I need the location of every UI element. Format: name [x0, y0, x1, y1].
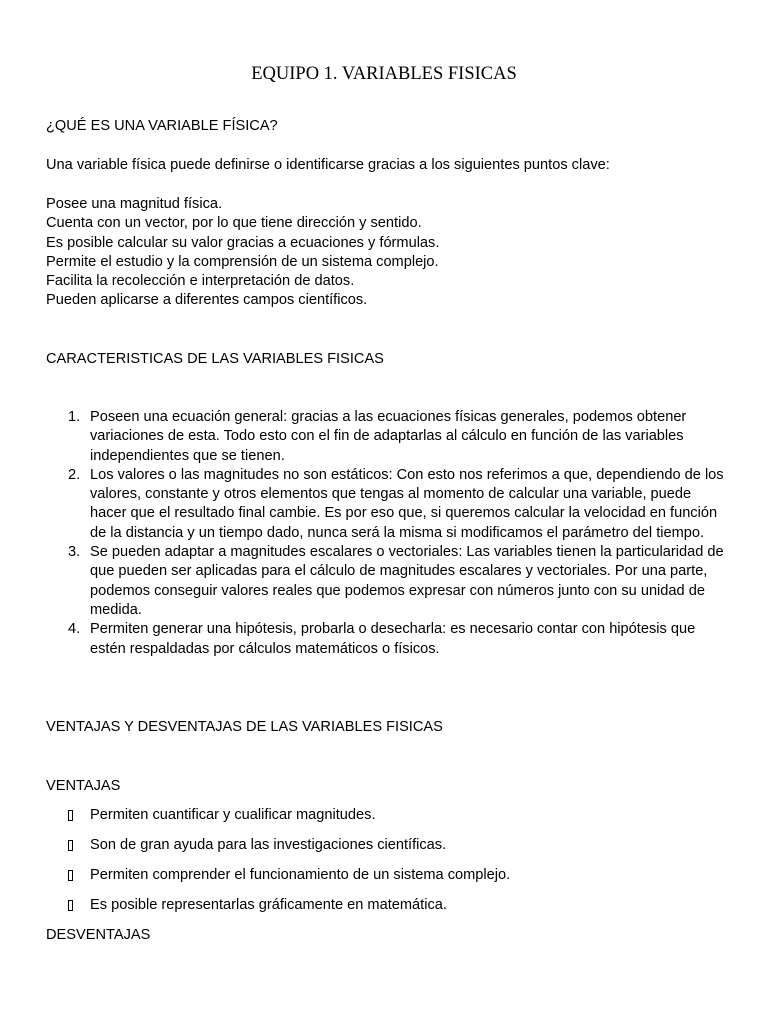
advantage-item: [0, 836, 730, 866]
item-text: Poseen una ecuación general: gracias a las ecuaciones físicas generales, podemos obtener variaciones de esta. Todo esto con el fin de adaptarlas al cálculo en función de las variables independientes que se tienen.: [90, 409, 687, 464]
bullet-box-icon: [68, 900, 73, 911]
disadvantages-heading: DESVENTAJAS: [46, 927, 151, 943]
key-point: Permite el estudio y la comprensión de un sistema complejo.: [46, 253, 439, 270]
key-point: Posee una magnitud física.: [46, 196, 223, 212]
item-number: 1.: [68, 409, 81, 425]
document-title: EQUIPO 1. VARIABLES FISICAS: [251, 64, 517, 84]
advantage-item: [0, 866, 730, 896]
characteristics-list: [0, 408, 730, 659]
key-point: Pueden aplicarse a diferentes campos científicos.: [46, 292, 368, 309]
item-text: Los valores o las magnitudes no son estáticos: Con esto nos referimos a que, dependiendo de los valores, constante y otros elementos que tengas al momento de calcular una variable, puede hacer que el resultado final cambie. Es por eso que, si queremos calcular la velocidad en función de la distancia y un tiempo dado, nunca será la misma si modificamos el parámetro del tiempo.: [90, 466, 724, 541]
key-point: Cuenta con un vector, por lo que tiene dirección y sentido.: [46, 215, 422, 232]
characteristic-item: [0, 620, 730, 659]
item-number: 2.: [68, 466, 81, 483]
key-point: Es posible calcular su valor gracias a ecuaciones y fórmulas.: [46, 234, 440, 251]
item-text: Permiten cuantificar y cualificar magnitudes.: [90, 807, 376, 823]
characteristic-item: [0, 466, 730, 543]
item-text: Se pueden adaptar a magnitudes escalares o vectoriales: Las variables tienen la particularidad de que pueden ser aplicadas para el cálculo de magnitudes escalares y vectoriales. Por una parte, podemos conseguir valores reales que podemos expresar con números junto con su unidad de medida.: [90, 544, 724, 618]
section-heading-pros-cons: VENTAJAS Y DESVENTAJAS DE LAS VARIABLES FISICAS: [46, 719, 443, 735]
bullet-box-icon: [68, 870, 73, 881]
item-text: Son de gran ayuda para las investigaciones científicas.: [90, 837, 447, 853]
advantage-item: [0, 896, 730, 926]
key-points-list: [46, 195, 439, 311]
item-text: Es posible representarlas gráficamente en matemática.: [90, 897, 447, 913]
item-number: 4.: [68, 621, 81, 638]
item-text: Permiten comprender el funcionamiento de un sistema complejo.: [90, 867, 511, 883]
characteristic-item: [0, 408, 730, 466]
advantage-item: [0, 806, 730, 836]
key-point: Facilita la recolección e interpretación de datos.: [46, 273, 355, 290]
bullet-box-icon: [68, 810, 73, 821]
advantages-heading: VENTAJAS: [46, 778, 121, 794]
bullet-box-icon: [68, 840, 73, 851]
item-text: Permiten generar una hipótesis, probarla o desecharla: es necesario contar con hipótesis que estén respaldadas por cálculos matemáticos o físicos.: [90, 621, 696, 657]
section-heading-question: ¿QUÉ ES UNA VARIABLE FÍSICA?: [46, 118, 278, 134]
section-heading-characteristics: CARACTERISTICAS DE LAS VARIABLES FISICAS: [46, 351, 384, 367]
item-number: 3.: [68, 544, 81, 561]
advantages-list: [0, 806, 730, 926]
intro-paragraph: Una variable física puede definirse o identificarse gracias a los siguientes puntos clave:: [46, 157, 610, 173]
characteristic-item: [0, 543, 730, 620]
